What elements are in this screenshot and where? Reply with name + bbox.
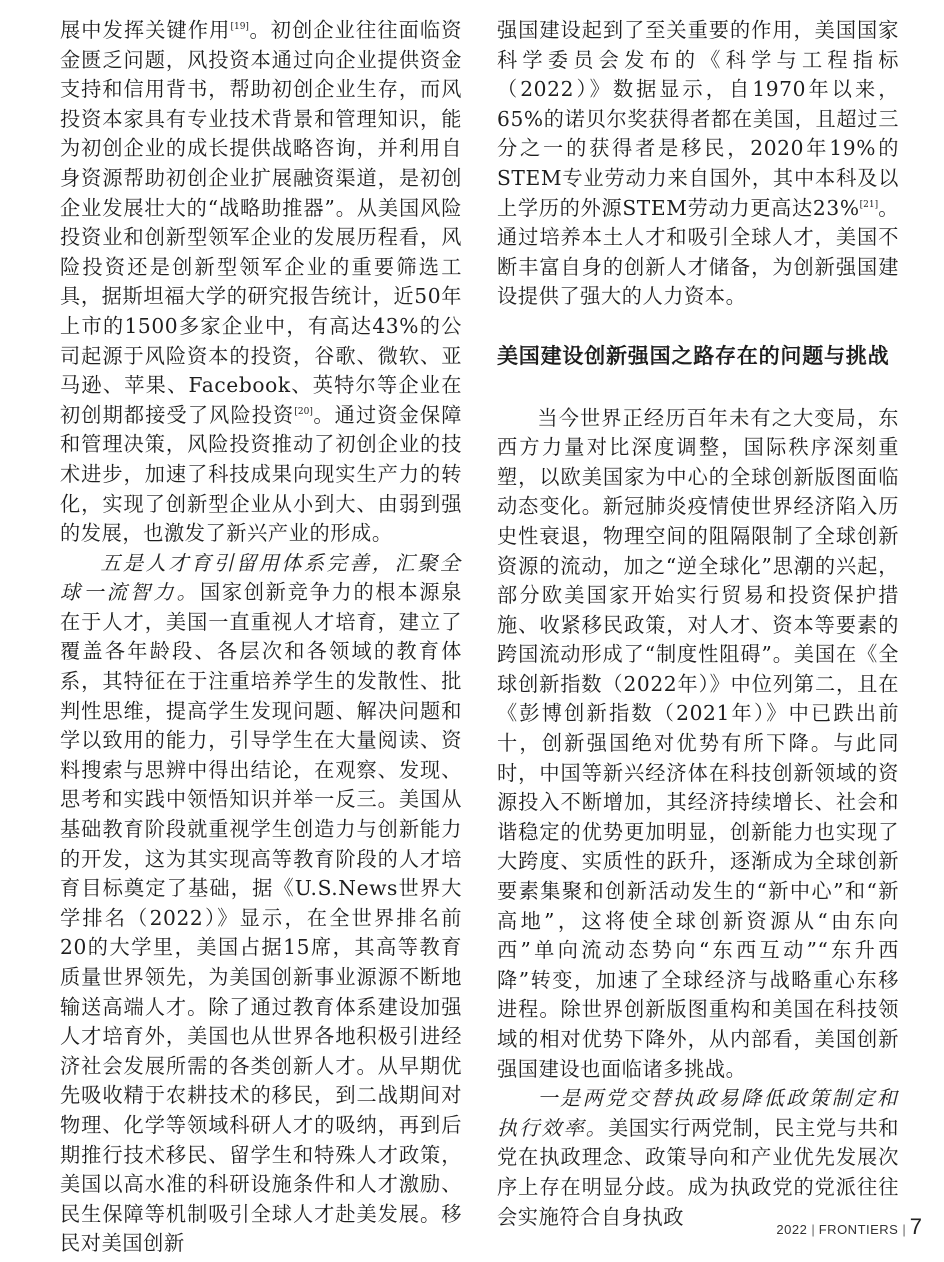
paragraph-text: 国家创新竞争力的根本源泉在于人才，美国一直重视人才培育，建立了覆盖各年龄段、各层次和各领域的教育体系，其特征在于注重培养学生的发散性、批判性思维，提高学生发现问题、解决问题和学以致用的能力，引导学生在大量阅读、资料搜索与思辨中得出结论，在观察、发现、思考和实践中领悟知识并举一反三。美国从基础教育阶段就重视学生创造力与创新能力的开发，这为其实现高等教育阶段的人才培育目标奠定了基础，据《U.S.News世界大学排名（2022）》显示，在全世界排名前20的大学里，美国占据15席，其高等教育质量世界领先，为美国创新事业源源不断地输送高端人才。除了通过教育体系建设加强人才培育外，美国也从世界各地积极引进经济社会发展所需的各类创新人才。从早期优先吸收精于农耕技术的移民，到二战期间对物理、化学等领域科研人才的吸纳，再到后期推行技术移民、留学生和特殊人才政策，美国以高水准的科研设施条件和人才激励、民生保障等机制吸引全球人才赴美发展。移民对美国创新 (60, 580, 462, 1256)
paragraph-venture-capital (60, 16, 462, 549)
citation-ref: [20] (294, 406, 313, 417)
paragraph-talent (60, 549, 462, 1259)
page-footer (776, 1214, 922, 1240)
lead-sentence: 五是人才育引留用体系完善，汇聚全球一流智力。 (60, 550, 462, 605)
footer-separator: | (902, 1222, 906, 1237)
citation-ref: [21] (859, 199, 879, 210)
lead-sentence: 一是两党交替执政易降低政策制定和执行效率。 (497, 1086, 899, 1140)
paragraph-text: 展中发挥关键作用 (60, 18, 231, 42)
paragraph-text: 美国实行两党制，民主党与共和党在执政理念、政策导向和产业优先发展次序上存在明显分歧。成为执政党的党派往往会实施符合自身执政 (497, 1115, 899, 1229)
page-number: 7 (909, 1214, 922, 1239)
left-column (60, 16, 462, 1259)
right-column (497, 16, 899, 1232)
paragraph-two-party (497, 1084, 899, 1232)
citation-ref: [19] (230, 22, 249, 32)
paragraph-global-change: 当今世界正经历百年未有之大变局，东西方力量对比深度调整，国际秩序深刻重塑，以欧美国家为中心的全球创新版图面临动态变化。新冠肺炎疫情使世界经济陷入历史性衰退，物理空间的阻隔限制了全球创新资源的流动，加之“逆全球化”思潮的兴起，部分欧美国家开始实行贸易和投资保护措施、收紧移民政策，对人才、资本等要素的跨国流动形成了“制度性阻碍”。美国在《全球创新指数（2022年）》中位列第二，且在《彭博创新指数（2021年）》中已跌出前十，创新强国绝对优势有所下降。与此同时，中国等新兴经济体在科技创新领域的资源投入不断增加，其经济持续增长、社会和谐稳定的优势更加明显，创新能力也实现了大跨度、实质性的跃升，逐渐成为全球创新要素集聚和创新活动发生的“新中心”和“新高地”，这将使全球创新资源从“由东向西”单向流动态势向“东西互动”“东升西降”转变，加速了全球经济与战略重心东移进程。除世界创新版图重构和美国在科技领域的相对优势下降外，从内部看，美国创新强国建设也面临诸多挑战。 (497, 405, 899, 1081)
footer-magazine: FRONTIERS (818, 1222, 899, 1237)
paragraph-immigration (497, 16, 899, 312)
paragraph-text: 强国建设起到了至关重要的作用，美国国家科学委员会发布的《科学与工程指标（2022）》数据显示，自1970年以来，65%的诺贝尔奖获得者都在美国，且超过三分之一的获得者是移民，2020年19%的STEM专业劳动力来自国外，其中本科及以上学历的外源STEM劳动力更高达23% (497, 18, 899, 220)
footer-separator: | (811, 1222, 815, 1237)
paragraph-text: 。通过培养本土人才和吸引全球人才，美国不断丰富自身的创新人才储备，为创新强国建设提供了强大的人力资本。 (497, 195, 899, 309)
footer-year: 2022 (776, 1222, 808, 1237)
paragraph-text: 。通过资金保障和管理决策，风险投资推动了初创企业的技术进步，加速了科技成果向现实生产力的转化，实现了创新型企业从小到大、由弱到强的发展，也激发了新兴产业的形成。 (60, 402, 463, 546)
paragraph-text: 。初创企业往往面临资金匮乏问题，风投资本通过向企业提供资金支持和信用背书，帮助初创企业生存，而风投资本家具有专业技术背景和管理知识，能为初创企业的成长提供战略咨询，并利用自身资源帮助初创企业扩展融资渠道，是初创企业发展壮大的“战略助推器”。从美国风险投资业和创新型领军企业的发展历程看，风险投资还是创新型领军企业的重要筛选工具，据斯坦福大学的研究报告统计，近50年上市的1500多家企业中，有高达43%的公司起源于风险资本的投资，谷歌、微软、亚马逊、苹果、Facebook、英特尔等企业在初创期都接受了风险投资 (60, 18, 462, 427)
section-heading: 美国建设创新强国之路存在的问题与挑战 (497, 343, 890, 368)
